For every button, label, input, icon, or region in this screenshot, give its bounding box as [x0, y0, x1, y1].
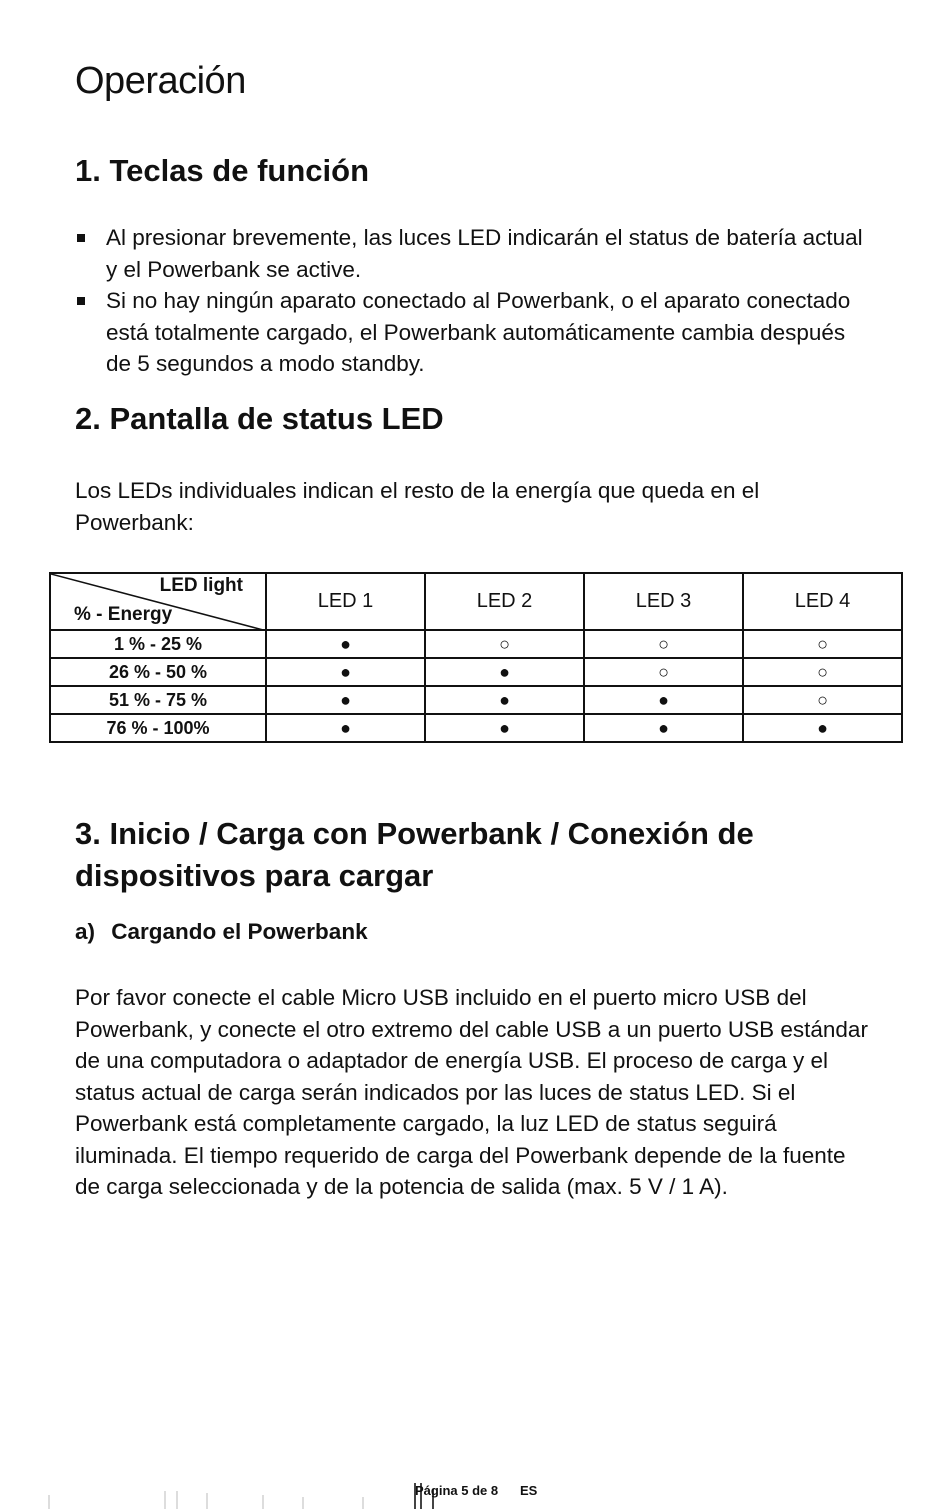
led-state-cell: ●: [266, 630, 425, 658]
page-title: Operación: [75, 60, 246, 102]
list-item-text: Si no hay ningún aparato conectado al Powerbank, o el aparato conectado está totalmente cargado, el Powerbank automáticamente cambia después de 5 segundos a modo standby.: [106, 288, 851, 376]
corner-label-led-light: LED light: [159, 575, 243, 596]
energy-range-cell: 26 % - 50 %: [50, 658, 266, 686]
led-state-cell: ●: [266, 714, 425, 742]
led-state-cell: ○: [584, 630, 743, 658]
energy-range-cell: 1 % - 25 %: [50, 630, 266, 658]
led-state-cell: ○: [743, 686, 902, 714]
led-state-cell: ●: [584, 686, 743, 714]
led-state-cell: ●: [425, 658, 584, 686]
square-bullet-icon: [77, 297, 85, 305]
led-intro-paragraph: Los LEDs individuales indican el resto de la energía que queda en el Powerbank:: [75, 478, 760, 535]
subsection-title: Cargando el Powerbank: [111, 919, 368, 944]
function-keys-list: [75, 222, 865, 380]
led-state-cell: ●: [425, 714, 584, 742]
table-row: [50, 714, 902, 742]
subsection-heading: [75, 916, 368, 948]
section-3-heading: 3. Inicio / Carga con Powerbank / Conexión de dispositivos para cargar: [75, 816, 754, 893]
column-header-led-2: LED 2: [425, 573, 584, 630]
subsection-label: a): [75, 919, 96, 944]
section-2-heading: 2. Pantalla de status LED: [75, 401, 444, 436]
table-corner-cell: [50, 573, 266, 630]
energy-range-cell: 51 % - 75 %: [50, 686, 266, 714]
table-row: [50, 658, 902, 686]
led-state-cell: ○: [743, 630, 902, 658]
led-state-cell: ○: [743, 658, 902, 686]
column-header-led-4: LED 4: [743, 573, 902, 630]
page-footer: [0, 1480, 950, 1509]
led-state-cell: ●: [425, 686, 584, 714]
led-state-cell: ●: [584, 714, 743, 742]
led-state-cell: ○: [584, 658, 743, 686]
column-header-led-3: LED 3: [584, 573, 743, 630]
led-state-cell: ●: [266, 686, 425, 714]
led-state-cell: ●: [266, 658, 425, 686]
list-item-text: Al presionar brevemente, las luces LED indicarán el status de batería actual y el Powerbank se active.: [106, 225, 863, 282]
page-number: Página 5 de 8: [415, 1483, 499, 1498]
column-header-led-1: LED 1: [266, 573, 425, 630]
led-state-cell: ●: [743, 714, 902, 742]
square-bullet-icon: [77, 234, 85, 242]
led-status-table: [49, 572, 903, 743]
list-item: [75, 285, 865, 380]
corner-label-energy: % - Energy: [74, 604, 173, 625]
table-row: [50, 686, 902, 714]
table-row: [50, 630, 902, 658]
energy-range-cell: 76 % - 100%: [50, 714, 266, 742]
language-code: ES: [520, 1483, 538, 1498]
charging-paragraph: Por favor conecte el cable Micro USB incluido en el puerto micro USB del Powerbank, y conecte el otro extremo del cable USB a un puerto USB estándar de una computadora o adaptador de energía USB. El proceso de carga y el status actual de carga serán indicados por las luces de status LED. Si el Powerbank está completamente cargado, la luz LED de status seguirá iluminada. El tiempo requerido de carga del Powerbank depende de la fuente de carga seleccionada y de la potencia de salida (max. 5 V / 1 A).: [75, 985, 868, 1199]
table-header-row: [50, 573, 902, 630]
section-1-heading: 1. Teclas de función: [75, 153, 370, 188]
list-item: [75, 222, 865, 285]
led-state-cell: ○: [425, 630, 584, 658]
